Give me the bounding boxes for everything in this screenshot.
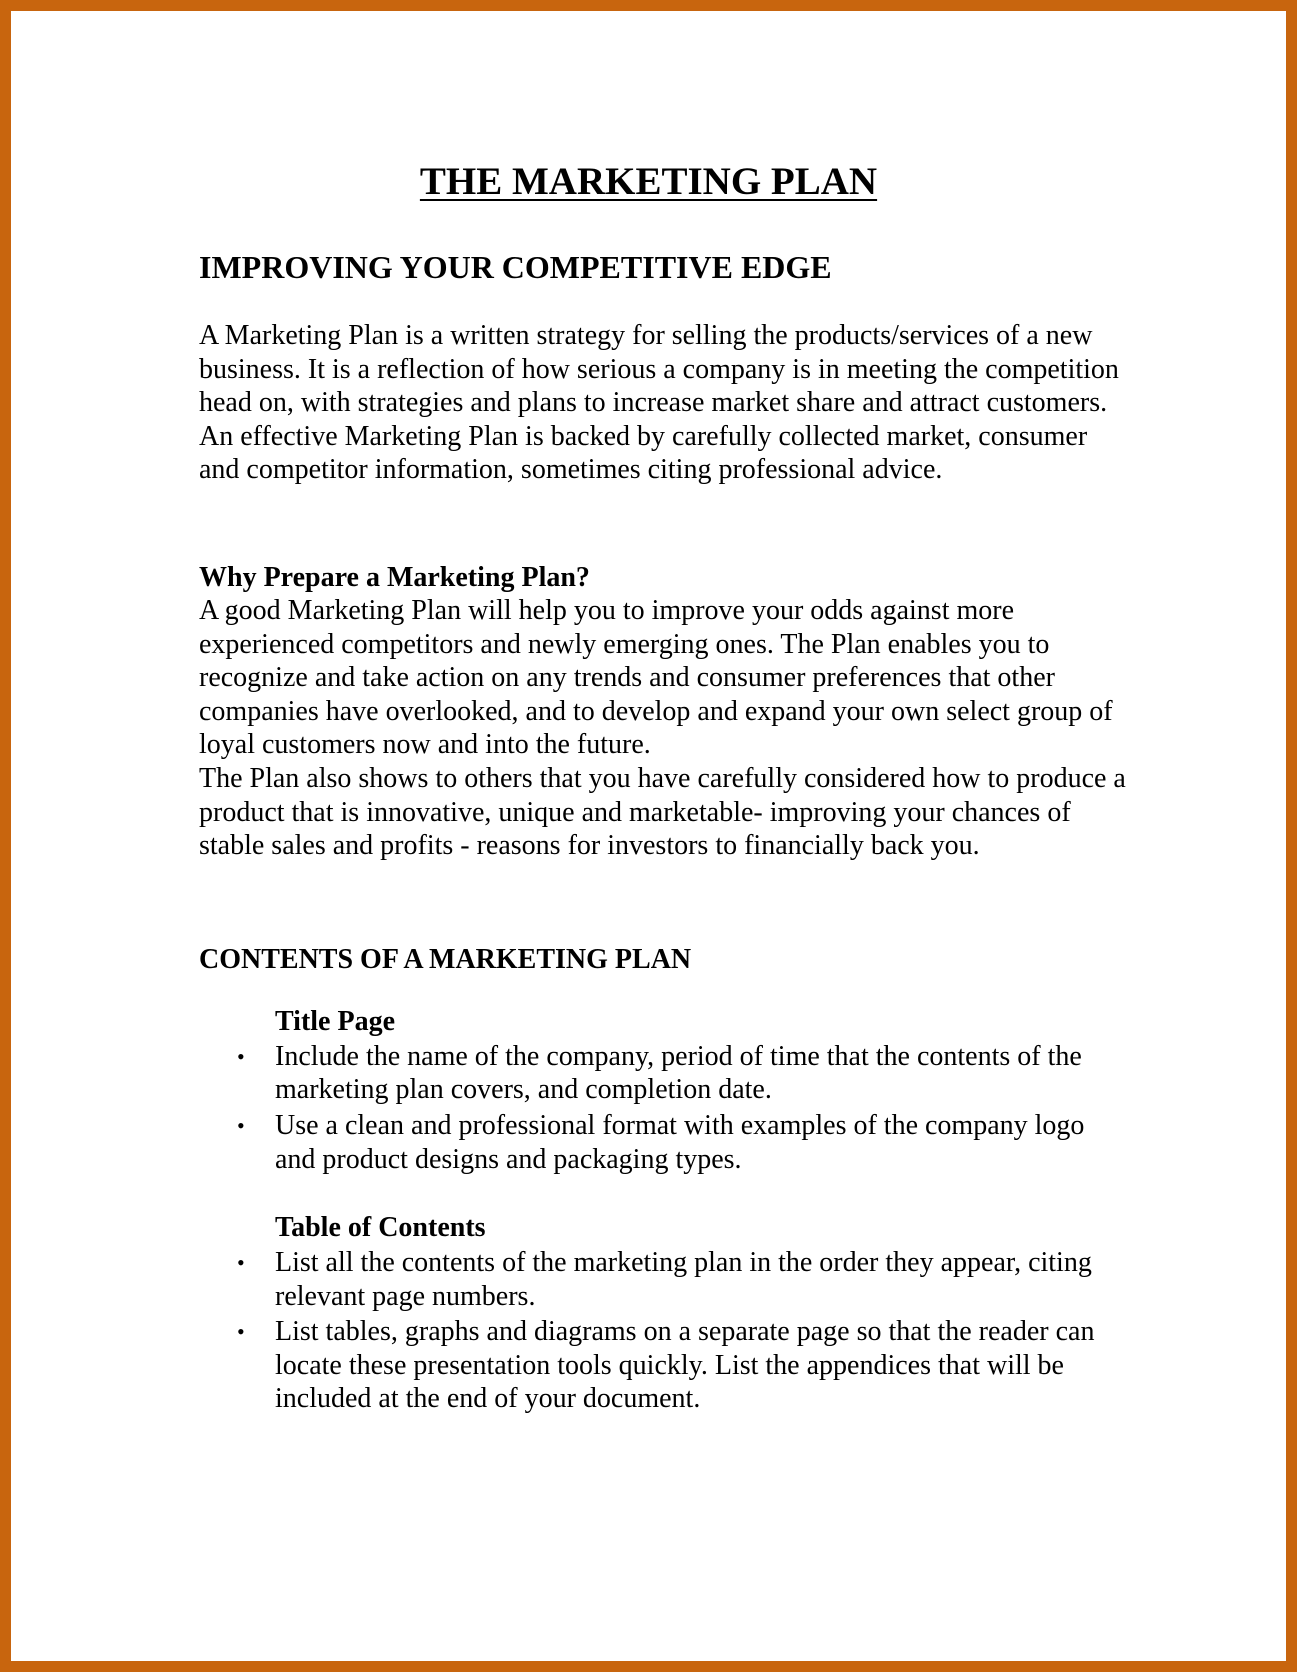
bullet-icon: • — [237, 1250, 245, 1276]
list-item-text: Use a clean and professional format with examples of the company logo and product designs and packaging types. — [275, 1109, 1085, 1175]
list-item — [199, 1040, 1129, 1107]
spacer — [199, 487, 1129, 561]
intro-paragraph: A Marketing Plan is a written strategy for selling the products/services of a new business. It is a reflection of how serious a company is in meeting the competition head on, with strategies and plans to increase market share and attract customers. An effective Marketing Plan is backed by carefully collected market, consumer and competitor information, sometimes citing professional advice. — [199, 320, 1119, 486]
bullet-icon: • — [237, 1319, 245, 1345]
block-title: Title Page — [275, 1005, 396, 1037]
block-title: Table of Contents — [275, 1212, 486, 1244]
document-title: THE MARKETING PLAN — [419, 160, 878, 203]
list-item — [199, 1109, 1129, 1176]
list-item — [199, 1315, 1129, 1416]
why-heading: Why Prepare a Marketing Plan? — [199, 561, 590, 593]
bullet-icon: • — [237, 1112, 245, 1138]
contents-block-table-of-contents — [237, 1211, 1129, 1416]
list-item — [199, 1246, 1129, 1313]
list-item-text: List all the contents of the marketing plan in the order they appear, citing relevant page numbers. — [275, 1247, 1092, 1312]
bullet-list — [199, 1040, 1129, 1176]
contents-heading: CONTENTS OF A MARKETING PLAN — [199, 943, 692, 975]
list-item-text: Include the name of the company, period of time that the contents of the marketing plan covers, and completion date. — [275, 1040, 1082, 1106]
document-body — [199, 247, 1129, 1418]
why-paragraph-2: The Plan also shows to others that you have carefully considered how to produce a product that is innovative, unique and marketable- improving your chances of stable sales and profits - reasons for investors to financially back you. — [199, 762, 1126, 862]
spacer — [199, 863, 1129, 943]
section-heading: IMPROVING YOUR COMPETITIVE EDGE — [199, 249, 832, 285]
bullet-icon: • — [237, 1043, 245, 1069]
spacer — [199, 1178, 1129, 1211]
list-item-text: List tables, graphs and diagrams on a separate page so that the reader can locate these presentation tools quickly. List the appendices that will be included at the end of your document. — [275, 1316, 1095, 1415]
bullet-list — [199, 1246, 1129, 1416]
why-paragraph-1: A good Marketing Plan will help you to improve your odds against more experienced competitors and newly emerging ones. The Plan enables you to recognize and take action on any trends and consumer preferences that other companies have overlooked, and to develop and expand your own select group of loyal customers now and into the future. — [199, 594, 1113, 761]
contents-block-title-page — [237, 1005, 1129, 1176]
